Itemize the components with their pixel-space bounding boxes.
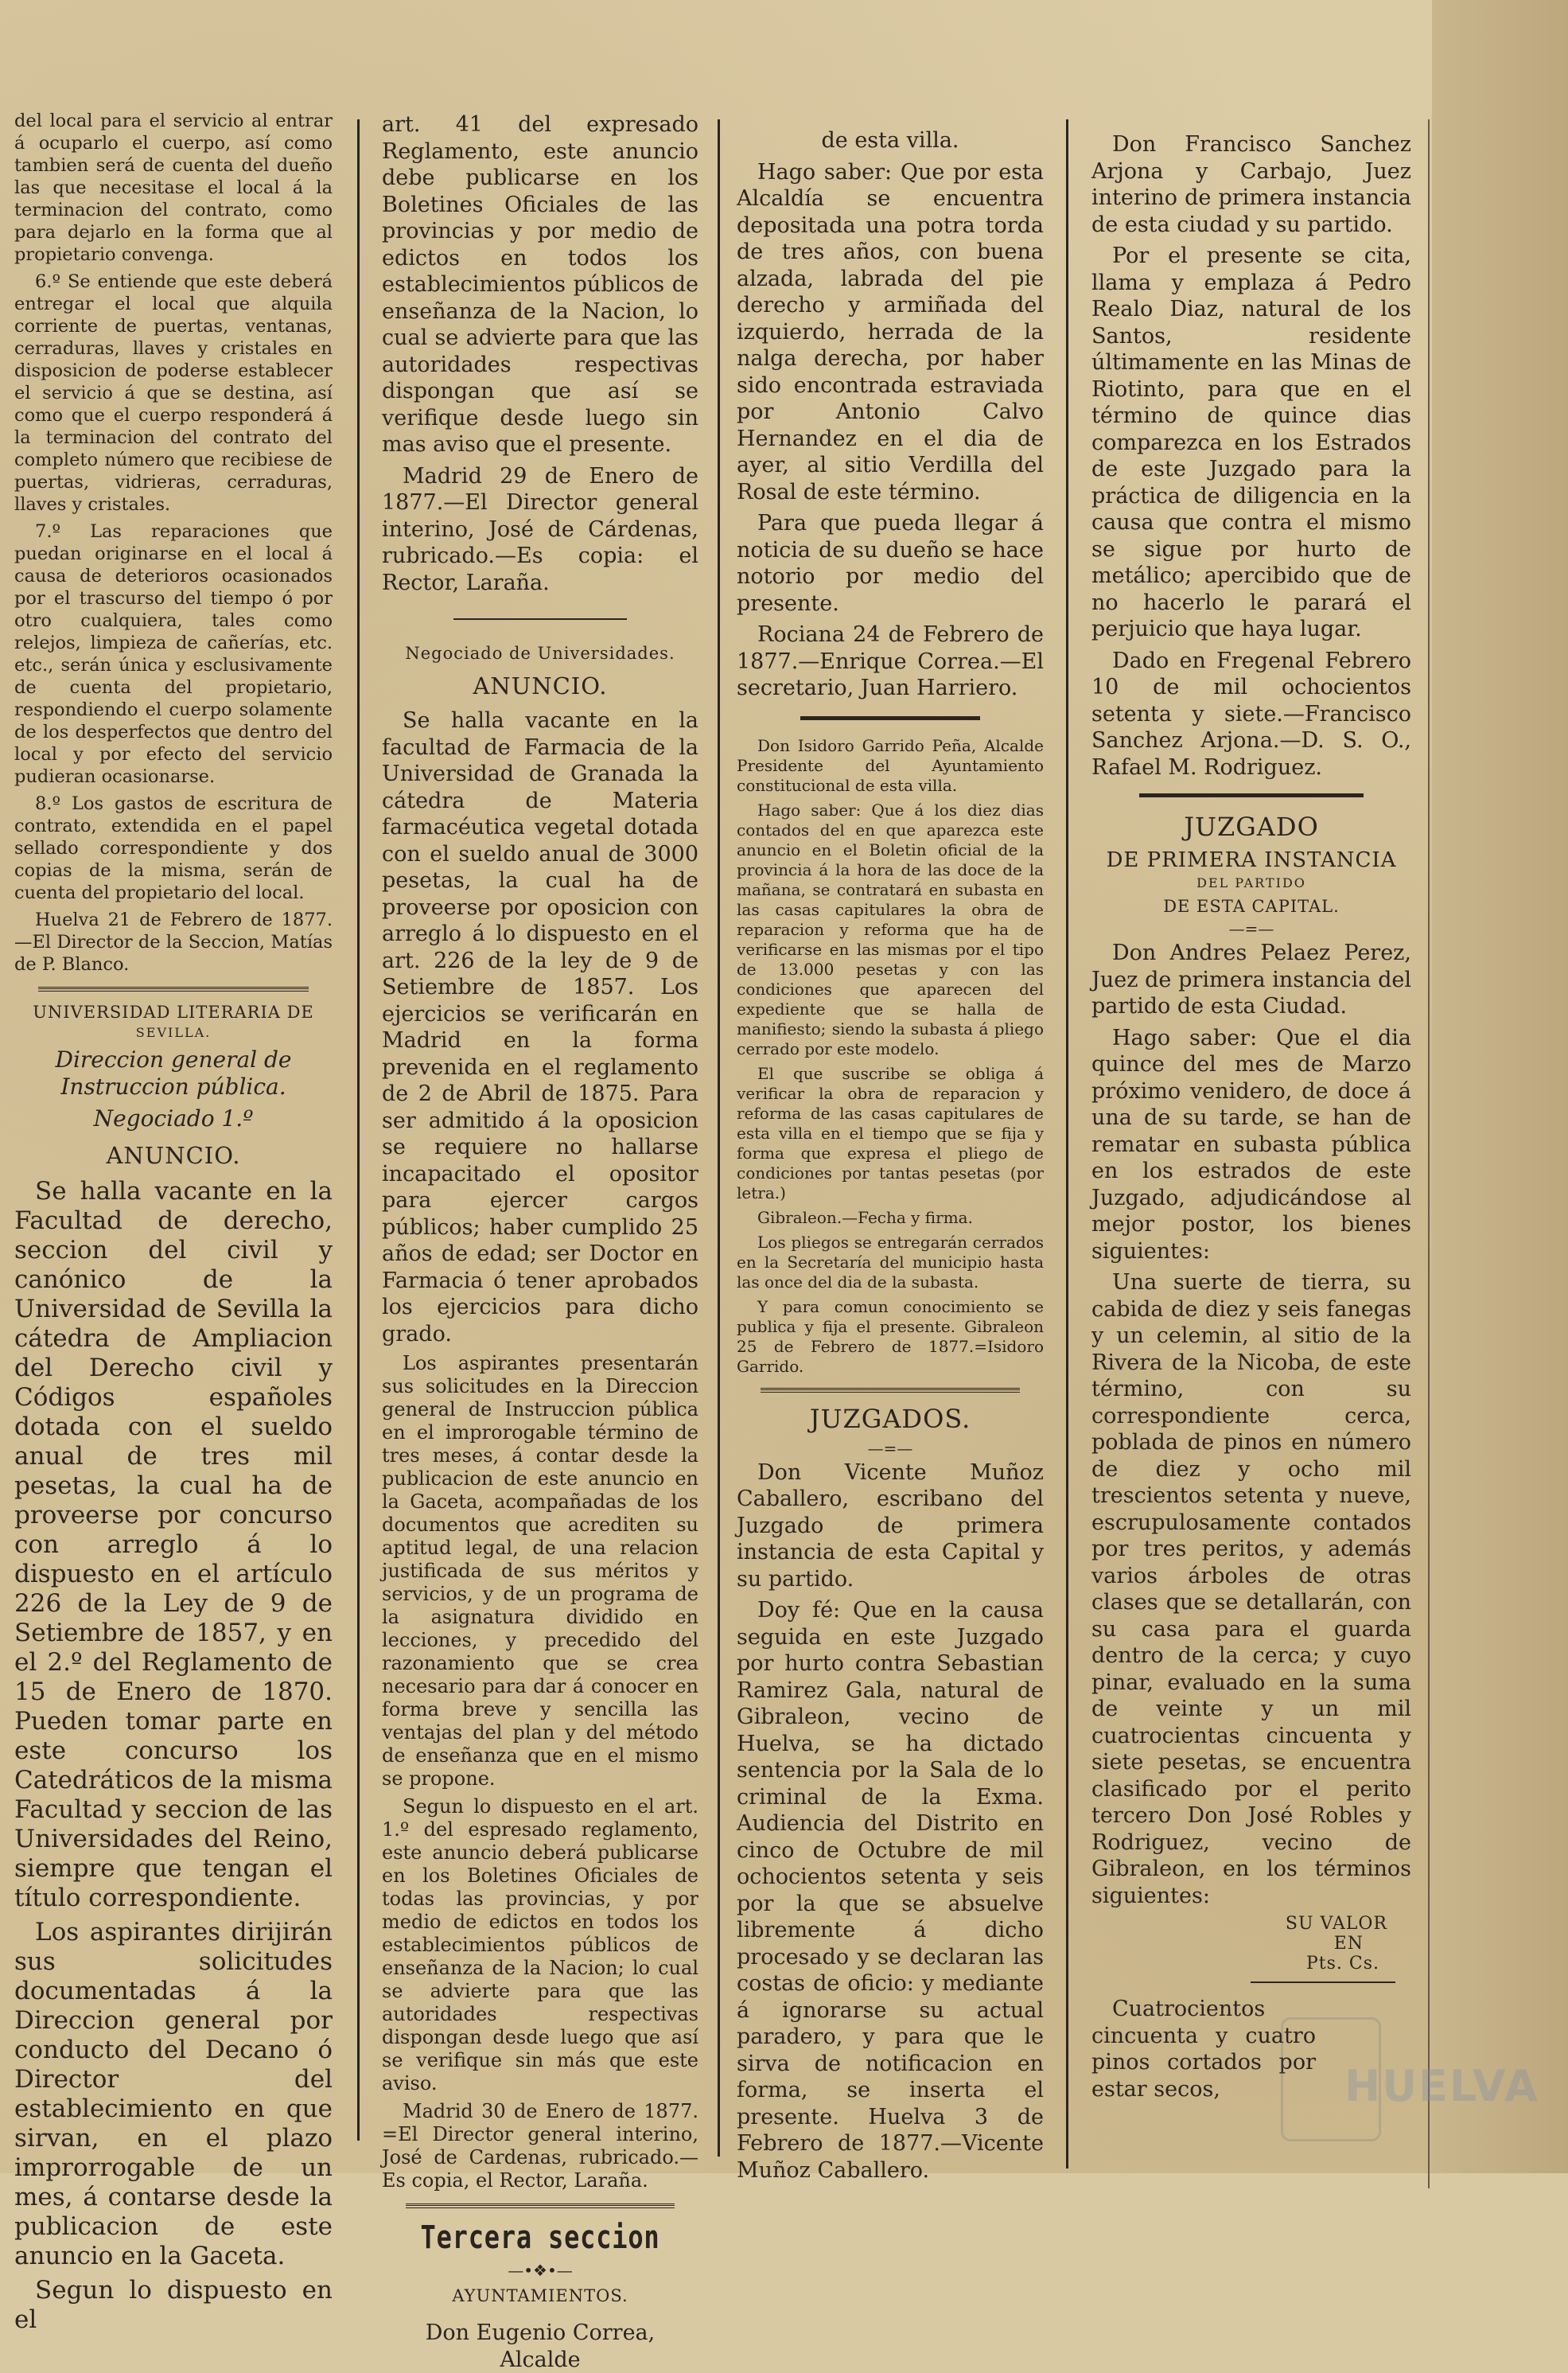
ornament: —=— <box>1228 919 1274 938</box>
section-heading: Negociado de Universidades. <box>405 644 675 663</box>
paragraph: Hago saber: Que á los diez dias contados del en que aparezca este anuncio en el Boletin oficial de la provincia á la hora de las doce de la mañana, se contratará en subasta en las casas capitulares la obra de reparacion y reforma que ha de verificarse en las mismas por el tipo de 13.000 pesetas y con las condiciones que aparecen del expediente que se halla de manifiesto; siendo la subasta á pliego cerrado por este modelo. <box>737 800 1044 1058</box>
price-header: EN <box>1333 1934 1364 1954</box>
section-subheading: Direccion general de Instruccion pública. <box>55 1046 292 1100</box>
signature-line: Huelva 21 de Febrero de 1877. —El Director de la Seccion, Matías de P. Blanco. <box>14 910 333 975</box>
section-divider <box>800 716 980 722</box>
paragraph: Una suerte de tierra, su cabida de diez y seis fanegas y un celemin, al sitio de la Rivera de la Nicoba, de este término, con su correspondiente cerca, poblada de pinos en número de diez y ocho mil trescientos setenta y nueve, escrupulosamente contados por tres peritos, y además varios árboles de otras clases que se detallarán, con su casa para el guarda dentro de la cerca; y cuyo pinar, evaluado en la suma de veinte y un mil cuatrocientas cincuenta y siete pesetas, se encuentra clasificado por el perito tercero Don José Robles y Rodriguez, vecino de Gibraleon, en los términos siguientes: <box>1091 1270 1411 1908</box>
page-margin <box>1432 0 1568 2173</box>
paragraph: Los pliegos se entregarán cerrados en la Secretaría del municipio hasta las once del dia de la subasta. <box>737 1232 1044 1292</box>
column-1 <box>0 0 350 2334</box>
signature-line: Dado en Fregenal Febrero 10 de mil ochocientos setenta y siete.—Francisco Sanchez Arjona.—D. S. O., Rafael M. Rodriguez. <box>1091 648 1411 780</box>
column-4 <box>1076 0 1426 2173</box>
paragraph: Don Francisco Sanchez Arjona y Carbajo, Juez interino de primera instancia de esta ciudad y su partido. <box>1091 132 1411 237</box>
notice-title: ANUNCIO. <box>473 672 608 699</box>
paragraph: del local para el servicio al entrar á ocuparlo el cuerpo, así como tambien será de cuenta del dueño las que necesitase el local á la terminacion del contrato, como para dejarlo en la forma que al propietario convenga. <box>14 111 333 265</box>
paragraph: Gibraleon.—Fecha y firma. <box>757 1207 973 1227</box>
section-divider <box>453 618 627 622</box>
paragraph: Don Eugenio Correa, Alcalde <box>425 2320 656 2372</box>
signature-line: Madrid 30 de Enero de 1877. =El Director general interino, José de Cardenas, rubricado.—Es copia, el Rector, Laraña. <box>382 2100 698 2192</box>
section-heading: AYUNTAMIENTOS. <box>452 2286 628 2305</box>
price-header: Pts. Cs. <box>1305 1954 1379 1974</box>
paragraph: Don Vicente Muñoz Caballero, escribano del Juzgado de primera instancia de esta Capital y su partido. <box>737 1459 1044 1592</box>
section-divider <box>38 987 309 992</box>
section-divider <box>761 1388 1020 1393</box>
paragraph: Se halla vacante en la Facultad de derecho, seccion del civil y canónico de la Universidad de Sevilla la cátedra de Ampliacion del Derecho civil y Códigos españoles dotada con el sueldo anual de tres mil pesetas, la cual ha de proveerse por concurso con arreglo á lo dispuesto en el artículo 226 de la Ley de 9 de Setiembre de 1857, y en el 2.º del Reglamento de 15 de Enero de 1870. Pueden tomar parte en este concurso los Catedráticos de la misma Facultad y seccion de las Universidades del Reino, siempre que tengan el título correspondiente. <box>14 1177 333 1912</box>
column-rule <box>1428 119 1430 2188</box>
column-rule <box>1066 119 1068 2168</box>
paragraph: Los aspirantes presentarán sus solicitudes en la Direccion general de Instruccion pública en el improrogable término de tres meses, á contar desde la publicacion de este anuncio en la Gaceta, acompañadas de los documentos que acrediten su aptitud legal, de una relacion justificada de sus méritos y servicios, y de un programa de la asignatura dividido en lecciones, y precedido del razonamiento que se crea necesario para dar á conocer en forma breve y sencilla las ventajas del plan y del método de enseñanza que en el mismo se propone. <box>382 1352 698 1790</box>
column-rule <box>718 119 720 2157</box>
signature-line: Rociana 24 de Febrero de 1877.—Enrique Correa.—El secretario, Juan Harriero. <box>737 622 1044 700</box>
section-subheading: DEL PARTIDO <box>1196 875 1306 890</box>
section-title: JUZGADO <box>1184 812 1319 842</box>
column-3 <box>722 0 1056 2183</box>
paragraph: Los aspirantes dirijirán sus solicitudes documentadas á la Direccion general por conducto del Decano ó Director del establecimiento en que sirvan, en el plazo improrrogable de un mes, á contarse desde la publicacion de este anuncio en la Gaceta. <box>14 1918 333 2270</box>
paragraph: Don Isidoro Garrido Peña, Alcalde Presidente del Ayuntamiento constitucional de esta villa. <box>737 735 1044 795</box>
watermark-text: HUELVA <box>1344 2061 1539 2111</box>
paragraph: El que suscribe se obliga á verificar la obra de reparacion y reforma de las casas capitulares de esta villa en el tiempo que se fija y forma que expresa el pliego de condiciones por tantas pesetas (por letra.) <box>737 1063 1044 1202</box>
paragraph: de esta villa. <box>821 128 959 153</box>
paragraph: Segun lo dispuesto en el art. 1.º del espresado reglamento, este anuncio deberá publicarse en los Boletines Oficiales de todas las provincias, y por medio de edictos en todos los establecimientos públicos de enseñanza de la Nacion; lo cual se advierte para que las autoridades respectivas dispongan desde luego que así se verifique sin más que este aviso. <box>382 1795 698 2094</box>
section-heading: DE PRIMERA INSTANCIA <box>1106 848 1397 872</box>
paragraph: Hago saber: Que por esta Alcaldía se encuentra depositada una potra torda de tres años, con buena alzada, labrada del pie derecho y armiñada del izquierdo, herrada de la nalga derecha, por haber sido encontrada estraviada por Antonio Calvo Hernandez en el dia de ayer, al sitio Verdilla del Rosal de este término. <box>737 159 1044 505</box>
section-divider <box>406 2204 675 2208</box>
paragraph: art. 41 del expresado Reglamento, este anuncio debe publicarse en los Boletines Oficiales de las provincias y por medio de edictos en todos los establecimientos públicos de enseñanza de la Nacion, lo cual se advierte para que las autoridades respectivas dispongan que así se verifique desde luego sin mas aviso que el presente. <box>382 112 698 457</box>
section-title: JUZGADOS. <box>809 1403 971 1434</box>
paragraph: 6.º Se entiende que este deberá entregar el local que alquila corriente de puertas, ventanas, cerraduras, llaves y cristales en disposicion de poderse establecer el servicio á que se destina, así como que el cuerpo responderá á la terminacion del contrato del completo número que recibiese de puertas, vidrieras, cerraduras, llaves y cristales. <box>14 271 333 515</box>
section-heading: UNIVERSIDAD LITERARIA DE <box>33 1003 314 1022</box>
paragraph: 8.º Los gastos de escritura de contrato, extendida en el papel sellado correspondiente y dos copias de la misma, serán de cuenta del propietario del local. <box>14 793 333 903</box>
section-divider <box>1251 1981 1395 1985</box>
ornament: —•❖•— <box>508 2261 573 2280</box>
signature-line: Y para comun conocimiento se publica y fija el presente. Gibraleon 25 de Febrero de 1877.=Isidoro Garrido. <box>737 1296 1044 1376</box>
paragraph: Doy fé: Que en la causa seguida en este Juzgado por hurto contra Sebastian Ramirez Gala, natural de Gibraleon, vecino de Huelva, se ha dictado sentencia por la Sala de lo criminal de la Exma. Audiencia del Distrito en cinco de Octubre de mil ochocientos setenta y seis por la que se absuelve libremente á dicho procesado y se declaran las costas de oficio: y mediante á ignorarse su actual paradero, y para que le sirva de notificacion en forma, se inserta el presente. Huelva 3 de Febrero de 1877.—Vicente Muñoz Caballero. <box>737 1598 1044 2183</box>
price-header: SU VALOR <box>1285 1914 1387 1934</box>
column-rule <box>357 119 360 2141</box>
ornament: —=— <box>867 1438 913 1458</box>
section-title: Tercera seccion <box>420 2219 660 2256</box>
paragraph: Cuatrocientos cincuenta y cuatro pinos cortados por estar secos, <box>1091 1997 1316 2102</box>
paragraph: Para que pueda llegar á noticia de su dueño se hace notorio por medio del presente. <box>737 511 1044 616</box>
section-subheading: Negociado 1.º <box>93 1105 254 1132</box>
paragraph: Por el presente se cita, llama y emplaza á Pedro Realo Diaz, natural de los Santos, residente últimamente en las Minas de Riotinto, para que en el término de quince dias comparezca en los Estrados de este Juzgado para la práctica de diligencia en la causa que contra el mismo se sigue por hurto de metálico; apercibido que de no hacerlo le parará el perjuicio que haya lugar. <box>1091 244 1411 641</box>
section-divider <box>1139 793 1364 799</box>
section-subheading: DE ESTA CAPITAL. <box>1163 897 1340 916</box>
paragraph: Hago saber: Que el dia quince del mes de Marzo próximo venidero, de doce á una de su tarde, se han de rematar en subasta pública en los estrados de este Juzgado, adjudicándose al mejor postor, los bienes siguientes: <box>1091 1025 1411 1264</box>
paragraph: Se halla vacante en la facultad de Farmacia de la Universidad de Granada la cátedra de Materia farmacéutica vegetal dotada con el sueldo anual de 3000 pesetas, la cual ha de proveerse por oposicion con arreglo á lo dispuesto en el art. 226 de la ley de 9 de Setiembre de 1857. Los ejercicios se verificarán en Madrid en la forma prevenida en el reglamento de 2 de Abril de 1875. Para ser admitido á la oposicion se requiere no hallarse incapacitado el opositor para ejercer cargos públicos; haber cumplido 25 años de edad; ser Doctor en Farmacia ó tener aprobados los ejercicios para dicho grado. <box>382 708 698 1346</box>
paragraph: 7.º Las reparaciones que puedan originarse en el local á causa de deterioros ocasionados por el trascurso del tiempo ó por otro cualquiera, tales como relejos, limpieza de cañerías, etc. etc., serán única y esclusivamente de cuenta del propietario, respondiendo el cuerpo solamente de los desperfectos que dentro del local y por efecto del servicio pudieran ocasionarse. <box>14 521 333 787</box>
section-subheading: SEVILLA. <box>135 1025 212 1040</box>
paragraph: Segun lo dispuesto en el <box>14 2276 333 2334</box>
column-2 <box>366 0 716 2372</box>
notice-title: ANUNCIO. <box>106 1142 241 1169</box>
signature-line: Madrid 29 de Enero de 1877.—El Director general interino, José de Cárdenas, rubricado.—Es copia: el Rector, Laraña. <box>382 463 698 595</box>
paragraph: Don Andres Pelaez Perez, Juez de primera instancia del partido de esta Ciudad. <box>1091 941 1411 1019</box>
